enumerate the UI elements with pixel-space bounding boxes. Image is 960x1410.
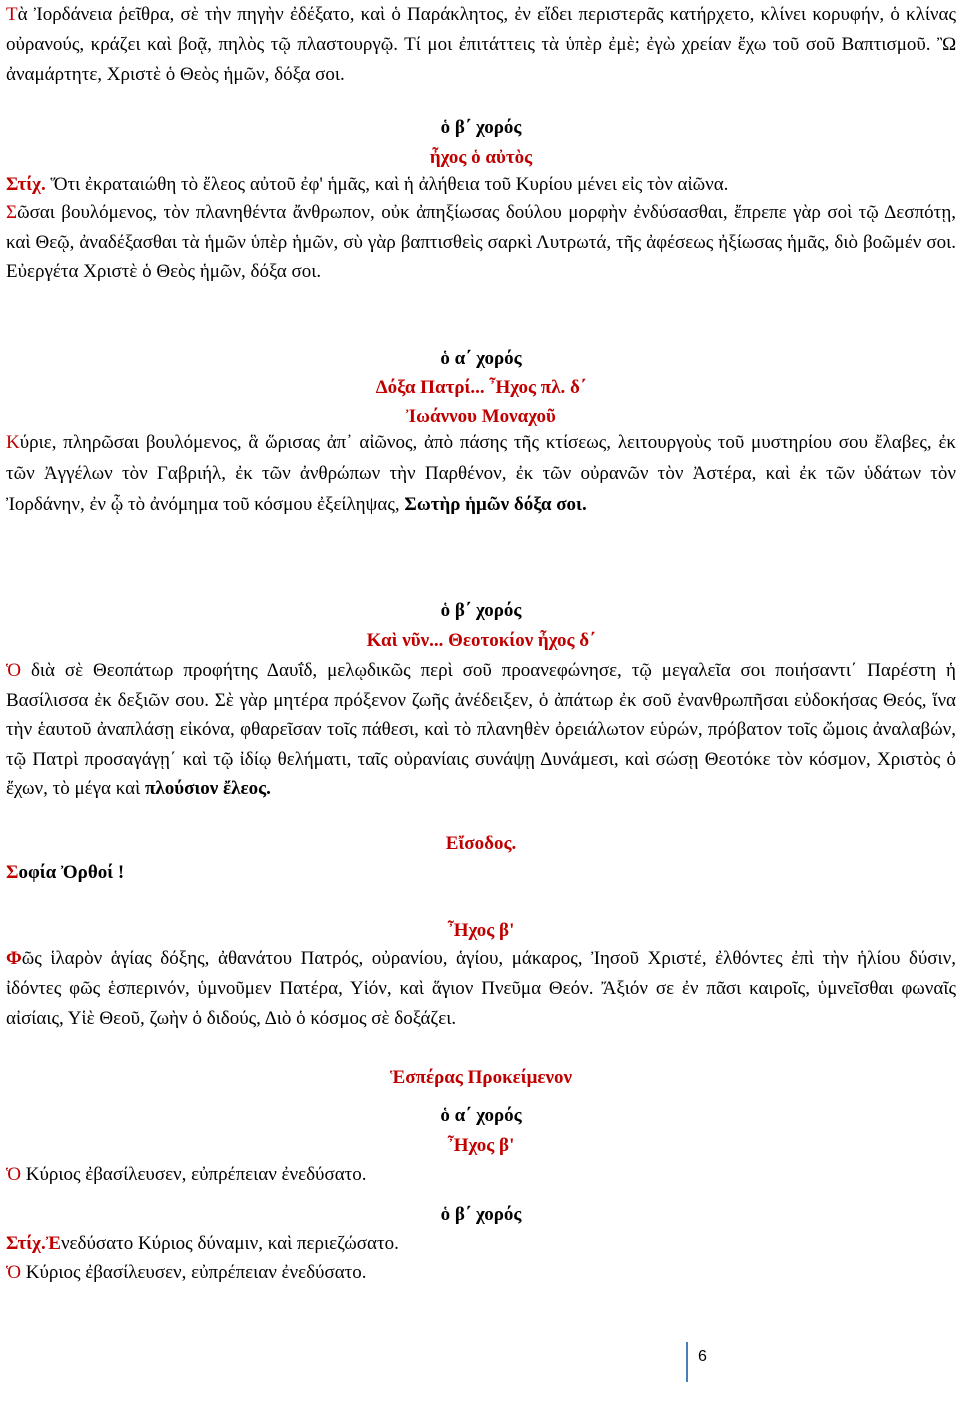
verse-line-2 bbox=[6, 1230, 956, 1258]
paragraph-text: ῶς ἱλαρὸν ἁγίας δόξης, ἀθανάτου Πατρός, οὐρανίου, ἁγίου, μάκαρος, Ἰησοῦ Χριστέ, ἐλθόντες ἐπὶ τὴν ἡλίου δύσιν, ἰδόντες φῶς ἑσπερινόν, ὑμνοῦμεν Πατέρα, Υἱόν, καὶ ἅγιον Πνεῦμα Θεόν. Ἄξιόν σε ἐν πᾶσι καιροῖς, ὑμνεῖσθαι φωναῖς αἰσίαις, Υἱὲ Θεοῦ, ζωὴν ὁ διδούς, Διὸ ὁ κόσμος σὲ δοξάζει. bbox=[6, 948, 956, 1029]
verse-text: Ὅτι ἐκραταιώθη τὸ ἔλεος αὐτοῦ ἐφ' ἡμᾶς, καὶ ἡ ἀλήθεια τοῦ Κυρίου μένει εἰς τὸν αἰῶνα. bbox=[50, 174, 729, 195]
choir-heading: ὁ β΄ χορός bbox=[440, 117, 522, 138]
verse-text: νεδύσατο Κύριος δύναμιν, καὶ περιεζώσατο. bbox=[60, 1233, 399, 1254]
verse-label: Στίχ. bbox=[6, 174, 46, 195]
paragraph-text: ὰ Ἰορδάνεια ῥεῖθρα, σὲ τὴν πηγὴν ἐδέξατο, καὶ ὁ Παράκλητος, ἐν εἴδει περιστερᾶς κατήρχετο, κλίνει κορυφήν, ὁ κλίνας οὐρανούς, κράζει καὶ βοᾷ, πηλὸς τῷ πλαστουργῷ. Τί μοι ἐπιτάττεις τὰ ὑπὲρ ἐμὲ; ἐγὼ χρείαν ἔχω τοῦ σοῦ Βαπτισμοῦ. Ὢ ἀναμάρτητε, Χριστὲ ὁ Θεὸς ἡμῶν, δόξα σοι. bbox=[6, 4, 956, 85]
prokeimenon-line-2 bbox=[6, 1259, 956, 1287]
paragraph-ending: πλούσιον ἔλεος. bbox=[144, 778, 271, 799]
sofia-text: οφία Ὀρθοί ! bbox=[18, 862, 125, 883]
initial-letter: Ὁ bbox=[6, 1164, 22, 1185]
initial-letter: Ἐ bbox=[45, 1233, 61, 1254]
initial-letter: Φ bbox=[6, 948, 22, 969]
tone-heading: Ἦχος β' bbox=[447, 1135, 515, 1156]
line-text: Κύριος ἐβασίλευσεν, εὐπρέπειαν ἐνεδύσατο. bbox=[21, 1164, 367, 1185]
line-text: Κύριος ἐβασίλευσεν, εὐπρέπειαν ἐνεδύσατο. bbox=[21, 1262, 367, 1283]
heading-block-2 bbox=[6, 344, 956, 431]
choir-heading: ὁ α΄ χορός bbox=[440, 348, 522, 369]
heading-block-4 bbox=[6, 1101, 956, 1161]
paragraph-ending: Σωτὴρ ἡμῶν δόξα σοι. bbox=[404, 494, 587, 515]
paragraph-text: ύριε, πληρῶσαι βουλόμενος, ἃ ὥρισας ἀπ᾽ αἰῶνος, ἀπὸ πάσης τῆς κτίσεως, λειτουργοὺς τοῦ μυστηρίου σου ἔλαβες, ἐκ τῶν Ἀγγέλων τὸν Γαβριήλ, ἐκ τῶν ἀνθρώπων τὴν Παρθένον, ἐκ τῶν οὐρανῶν τὸν Ἀστέρα, καὶ ἐκ τῶν ὑδάτων τὸν Ἰορδάνην, ἐν ᾧ τὸ ἀνόμημα τοῦ κόσμου ἐξείληψας, bbox=[6, 432, 956, 515]
choir-heading: ὁ β΄ χορός bbox=[440, 600, 522, 621]
doxastikon-paragraph bbox=[6, 427, 956, 520]
initial-letter: Ὁ bbox=[6, 660, 22, 681]
phos-hilaron-paragraph bbox=[6, 944, 956, 1034]
initial-letter: Σ bbox=[6, 862, 19, 883]
tone-heading: ἦχος ὁ αὐτὸς bbox=[429, 147, 533, 168]
eisodos-heading: Εἴσοδος. bbox=[445, 833, 517, 854]
sofia-line bbox=[6, 858, 956, 888]
author-heading: Ἰωάννου Μοναχοῦ bbox=[406, 406, 556, 427]
prokeimenon-line-1 bbox=[6, 1161, 956, 1189]
paragraph-text: διὰ σὲ Θεοπάτωρ προφήτης Δαυΐδ, μελῳδικῶς περὶ σοῦ προανεφώνησε, τῷ μεγαλεῖα σοι ποιήσαντι΄ Παρέστη ἡ Βασίλισσα ἐκ δεξιῶν σου. Σὲ γὰρ μητέρα πρόξενον ζωῆς ἀνέδειξεν, ὁ ἀπάτωρ ἐκ σοῦ ἐνανθρωπῆσαι εὐδοκήσας Θεός, ἵνα τὴν ἑαυτοῦ ἀναπλάσῃ εἰκόνα, φθαρεῖσαν τοῖς πάθεσι, καὶ τὸ πλανηθὲν ὀρειάλωτον εὑρών, πρόβατον τοῖς ὤμοις ἀναλαβών, τῷ Πατρὶ προσαγάγῃ΄ καὶ τῷ ἰδίῳ θελήματι, ταῖς οὐρανίαις συνάψῃ Δυνάμεσι, καὶ σώσῃ Θεοτόκε τὸν κόσμον, Χριστὸς ὁ ἔχων, τὸ μέγα καὶ bbox=[6, 660, 956, 799]
initial-letter: Τ bbox=[6, 4, 18, 25]
choir-heading: ὁ α΄ χορός bbox=[440, 1105, 522, 1126]
initial-letter: Κ bbox=[6, 432, 20, 453]
theotokion-heading: Καὶ νῦν... Θεοτοκίον ἦχος δ΄ bbox=[366, 630, 596, 651]
initial-letter: Ὁ bbox=[6, 1262, 22, 1283]
initial-letter: Σ bbox=[6, 202, 18, 223]
theotokion-paragraph bbox=[6, 656, 956, 804]
troparion-paragraph-2 bbox=[6, 198, 956, 287]
doxa-heading: Δόξα Πατρί... Ἦχος πλ. δ΄ bbox=[375, 377, 587, 398]
heading-block-1 bbox=[6, 113, 956, 173]
tone-heading: Ἦχος β' bbox=[447, 920, 515, 941]
troparion-paragraph-1 bbox=[6, 0, 956, 90]
paragraph-text: ῶσαι βουλόμενος, τὸν πλανηθέντα ἄνθρωπον, οὐκ ἀπηξίωσας δούλου μορφὴν ἐνδύσασθαι, ἔπρεπε γὰρ σοὶ τῷ Δεσπότῃ, καὶ Θεῷ, ἀναδέξασθαι τὰ ἡμῶν ὑπὲρ ἡμῶν, σὺ γὰρ βαπτισθεὶς σαρκὶ Λυτρωτά, τῆς ἀφέσεως ἠξίωσας ἡμᾶς, διὸ βοῶμέν σοι. Εὐεργέτα Χριστὲ ὁ Θεὸς ἡμῶν, δόξα σοι. bbox=[6, 202, 956, 282]
choir-heading: ὁ β΄ χορός bbox=[440, 1204, 522, 1225]
page-number: 6 bbox=[686, 1342, 746, 1382]
heading-block-3 bbox=[6, 596, 956, 656]
verse-label: Στίχ. bbox=[6, 1233, 46, 1254]
verse-line-1 bbox=[6, 171, 956, 199]
prokeimenon-heading: Ἑσπέρας Προκείμενον bbox=[390, 1067, 572, 1088]
